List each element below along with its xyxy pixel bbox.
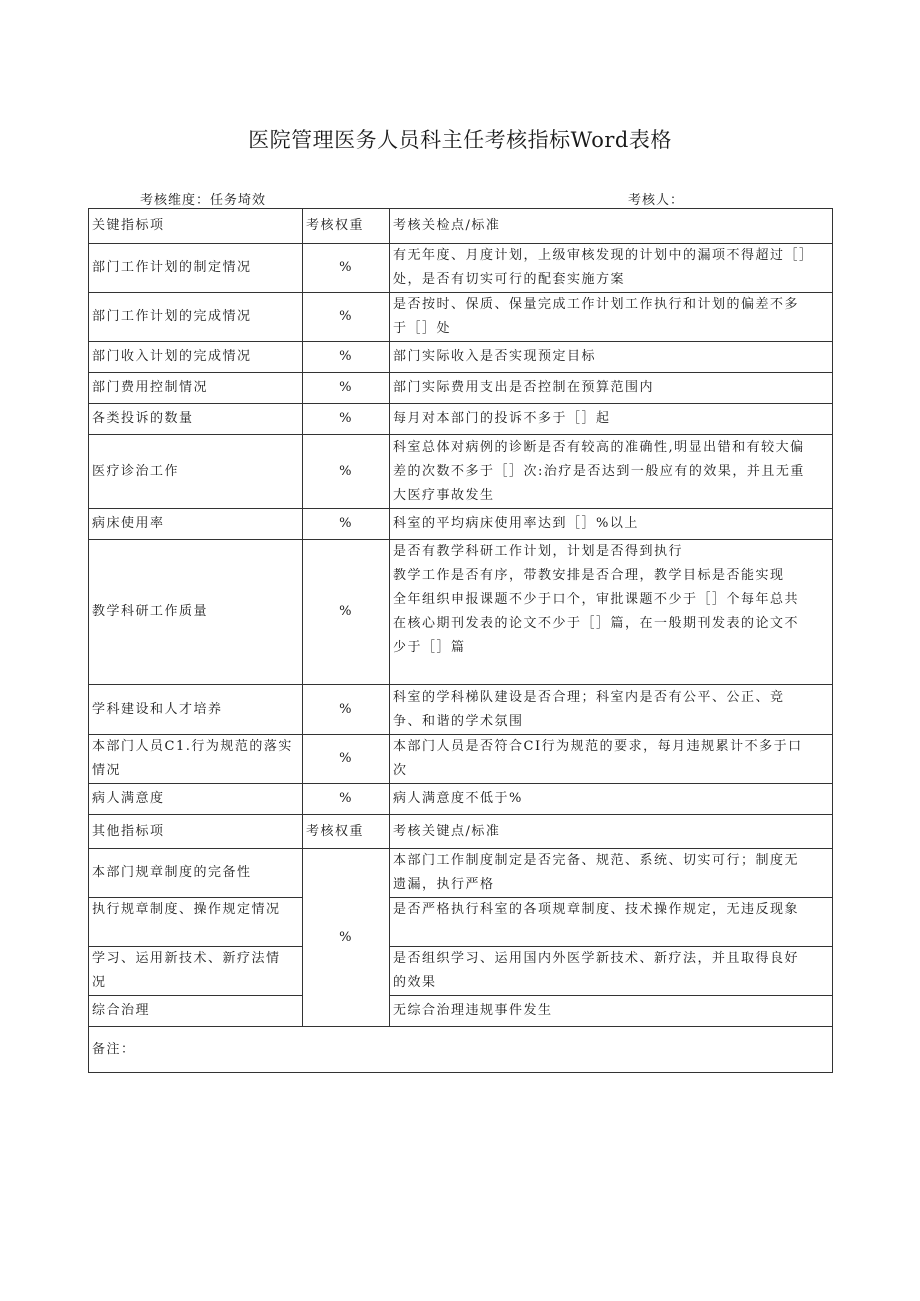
indicator-name: 病床使用率 [89, 509, 303, 540]
criteria-text: 每月对本部门的投诉不多于［］起 [390, 404, 833, 435]
criteria-text: 科室总体对病例的诊断是否有较高的准确性,明显出错和有较大偏 差的次数不多于［］次:治疗是否达到一般应有的效果，并且无重 大医疗事故发生 [390, 435, 833, 509]
indicator-name: 综合治理 [89, 996, 303, 1027]
indicator-name: 病人满意度 [89, 784, 303, 815]
assessor-label: 考核人： [628, 193, 685, 208]
criteria-text: 部门实际费用支出是否控制在预算范围内 [390, 373, 833, 404]
table-row [89, 540, 833, 685]
assessment-dimension: 考核维度：任务埼效 [140, 193, 267, 208]
indicator-name: 部门收入计划的完成情况 [89, 342, 303, 373]
remarks-row [89, 1027, 833, 1073]
criteria-text: 病人满意度不低于% [390, 784, 833, 815]
remarks-label: 备注： [89, 1027, 833, 1073]
indicator-name: 学科建设和人才培养 [89, 685, 303, 735]
weight-value: % [303, 849, 390, 1027]
criteria-text: 本部门工作制度制定是否完备、规范、系统、切实可行；制度无 遗漏，执行严格 [390, 849, 833, 898]
indicator-name: 部门工作计划的完成情况 [89, 293, 303, 342]
weight-value: % [303, 685, 390, 735]
indicator-name: 本部门规章制度的完备性 [89, 849, 303, 898]
table-header-row [89, 209, 833, 244]
criteria-text: 是否有教学科研工作计划，计划是否得到执行 教学工作是否有序，带教安排是否合理，教学目标是否能实现 全年组织申报课题不少于口个，审批课题不少于［］个每年总共 在核心期刊发表的论文不少于［］篇，在一般期刊发表的论文不 少于［］篇 [390, 540, 833, 685]
table-row [89, 685, 833, 735]
table-row [89, 849, 833, 898]
weight-value: % [303, 735, 390, 784]
criteria-text: 本部门人员是否符合CI行为规范的要求，每月违规累计不多于口 次 [390, 735, 833, 784]
weight-value: % [303, 784, 390, 815]
weight-value: % [303, 435, 390, 509]
criteria-text: 科室的学科梯队建设是否合理；科室内是否有公平、公正、竞 争、和谐的学术氛围 [390, 685, 833, 735]
assessment-table [88, 208, 833, 1073]
header-key-indicator: 关键指标项 [89, 209, 303, 244]
header-weight: 考核权重 [303, 209, 390, 244]
header-weight: 考核权重 [303, 815, 390, 849]
table-row [89, 244, 833, 293]
table-row [89, 509, 833, 540]
criteria-text: 部门实际收入是否实现预定目标 [390, 342, 833, 373]
criteria-text: 无综合治理违规事件发生 [390, 996, 833, 1027]
table-row [89, 947, 833, 996]
criteria-text: 是否组织学习、运用国内外医学新技术、新疗法，并且取得良好 的效果 [390, 947, 833, 996]
indicator-name: 部门工作计划的制定情况 [89, 244, 303, 293]
weight-value: % [303, 342, 390, 373]
table-row [89, 735, 833, 784]
table-row [89, 898, 833, 947]
weight-value: % [303, 509, 390, 540]
weight-value: % [303, 293, 390, 342]
weight-value: % [303, 244, 390, 293]
weight-value: % [303, 540, 390, 685]
table-subheader-row [89, 815, 833, 849]
indicator-name: 各类投诉的数量 [89, 404, 303, 435]
header-criteria: 考核关检点/标准 [390, 209, 833, 244]
header-other-indicator: 其他指标项 [89, 815, 303, 849]
table-row [89, 293, 833, 342]
indicator-name: 执行规章制度、操作规定情况 [89, 898, 303, 947]
indicator-name: 学习、运用新技术、新疗法情 况 [89, 947, 303, 996]
criteria-text: 科室的平均病床使用率达到［］%以上 [390, 509, 833, 540]
criteria-text: 是否严格执行科室的各项规章制度、技术操作规定，无违反现象 [390, 898, 833, 947]
indicator-name: 教学科研工作质量 [89, 540, 303, 685]
table-row [89, 404, 833, 435]
header-criteria: 考核关键点/标准 [390, 815, 833, 849]
indicator-name: 医疗诊治工作 [89, 435, 303, 509]
table-row [89, 342, 833, 373]
indicator-name: 部门费用控制情况 [89, 373, 303, 404]
table-row [89, 435, 833, 509]
criteria-text: 有无年度、月度计划，上级审核发现的计划中的漏项不得超过［］ 处，是否有切实可行的配套实施方案 [390, 244, 833, 293]
table-row [89, 373, 833, 404]
indicator-name: 本部门人员C1.行为规范的落实 情况 [89, 735, 303, 784]
table-row [89, 784, 833, 815]
weight-value: % [303, 404, 390, 435]
table-row [89, 996, 833, 1027]
weight-value: % [303, 373, 390, 404]
criteria-text: 是否按时、保质、保量完成工作计划工作执行和计划的偏差不多 于［］处 [390, 293, 833, 342]
document-title: 医院管理医务人员科主任考核指标Word表格 [248, 128, 672, 152]
